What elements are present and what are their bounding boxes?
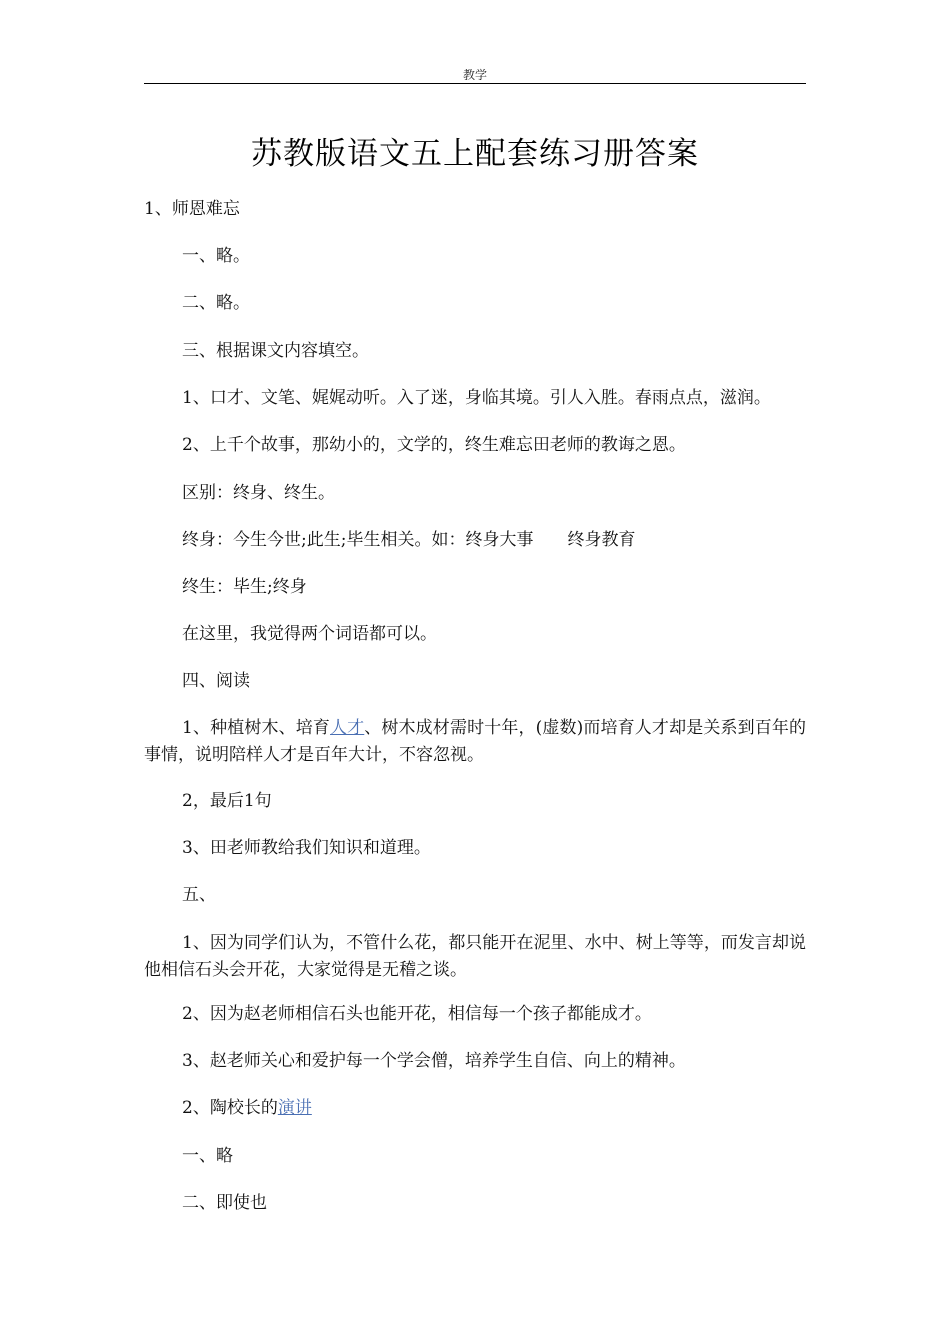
heading-text: 2、陶校长的 bbox=[182, 1098, 278, 1118]
answer-line: 1、口才、文笔、娓娓动听。入了迷，身临其境。引人入胜。春雨点点，滋润。 bbox=[182, 388, 771, 408]
paragraph-text: 1、种植树木、培育 bbox=[182, 718, 331, 738]
answer-line: 2、因为赵老师相信石头也能开花，相信每一个孩子都能成才。 bbox=[182, 1004, 652, 1024]
answer-line: 3、田老师教给我们知识和道理。 bbox=[182, 838, 431, 858]
answer-line: 四、阅读 bbox=[182, 671, 250, 691]
header-divider bbox=[144, 83, 806, 84]
answer-line: 终身：今生今世;此生;毕生相关。如：终身大事 终身教育 bbox=[182, 530, 636, 550]
answer-line: 三、根据课文内容填空。 bbox=[182, 341, 369, 361]
answer-paragraph bbox=[144, 715, 806, 769]
answer-line: 2，最后1句 bbox=[182, 791, 272, 811]
yanjiang-link[interactable]: 演讲 bbox=[277, 1098, 312, 1118]
answer-line: 一、略。 bbox=[182, 246, 250, 266]
answer-line: 五、 bbox=[182, 885, 216, 905]
answer-line: 二、即使也 bbox=[182, 1193, 267, 1213]
document-title: 苏教版语文五上配套练习册答案 bbox=[251, 136, 699, 172]
page-header: 教学 bbox=[462, 68, 487, 82]
answer-line: 区别：终身、终生。 bbox=[182, 483, 335, 503]
answer-line: 一、略 bbox=[182, 1146, 233, 1166]
section-heading-1: 1、师恩难忘 bbox=[144, 199, 240, 219]
answer-line: 3、赵老师关心和爱护每一个学会僧，培养学生自信、向上的精神。 bbox=[182, 1051, 686, 1071]
answer-paragraph: 1、因为同学们认为，不管什么花，都只能开在泥里、水中、树上等等，而发言却说他相信石头会开花，大家觉得是无稽之谈。 bbox=[144, 933, 806, 980]
answer-line: 2、上千个故事，那幼小的，文学的，终生难忘田老师的教诲之恩。 bbox=[182, 435, 686, 455]
answer-line: 终生：毕生;终身 bbox=[182, 577, 307, 597]
section-heading-2 bbox=[182, 1095, 312, 1122]
answer-line: 二、略。 bbox=[182, 293, 250, 313]
answer-line: 在这里，我觉得两个词语都可以。 bbox=[182, 624, 437, 644]
rencai-link[interactable]: 人才 bbox=[330, 718, 365, 738]
paragraph-text: 、树木成材需时十年，(虚数)而培育人才却是关系到百年的事情，说明陪样人才是百年大计，不容忽视。 bbox=[144, 718, 806, 765]
